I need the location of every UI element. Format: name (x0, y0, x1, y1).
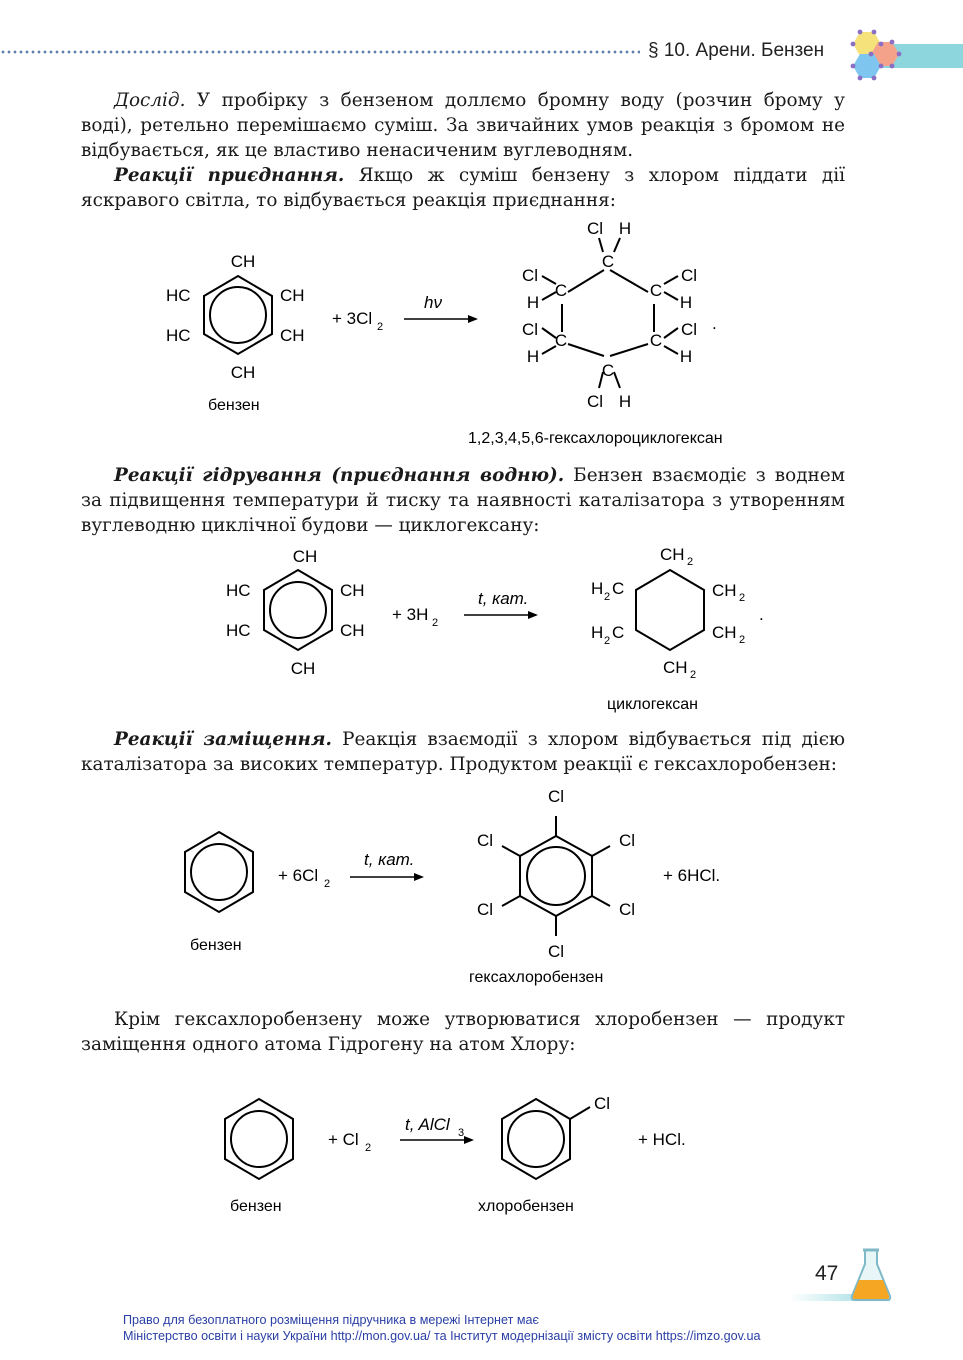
reagent-6cl2: + 6Cl (278, 866, 319, 885)
reactant-caption: бензен (208, 397, 260, 414)
benzene-label-bottom: CH (230, 363, 256, 382)
cyclohexane-right-top-sub: 2 (739, 592, 746, 604)
cyclohexane-left-bottom-c: C (612, 623, 625, 642)
cyclohexane-right-bottom-sub: 2 (739, 634, 746, 646)
paragraph-hydrogenation (81, 463, 845, 538)
hexachlorobenzene-structure (502, 816, 610, 936)
benzene4-caption: бензен (230, 1198, 282, 1215)
atom-c-right-bottom: C (649, 331, 663, 350)
condition-alcl3-subscript: 3 (458, 1127, 465, 1139)
reagent-cl2: + 3Cl (332, 309, 373, 328)
cyclohexane-left-top-c: C (612, 579, 625, 598)
substituent-cl: Cl (594, 1094, 611, 1113)
cyclohexane-left-top-h: H (591, 579, 604, 598)
benzene-label-left-bottom: HC (166, 326, 191, 345)
addition-heading: Реакції приєднання. (114, 165, 345, 186)
atom-c-top: C (601, 252, 615, 271)
byproduct-hcl: + HCl. (638, 1130, 686, 1149)
benzene-label-right-top: CH (280, 286, 305, 305)
reagent-h2-subscript: 2 (432, 617, 439, 629)
condition-alcl3: t, AlCl (405, 1115, 450, 1134)
paragraph-addition (81, 163, 845, 213)
condition-light: hν (424, 293, 442, 312)
benzene2-label-left-bottom: HC (226, 621, 251, 640)
benzene-reactant-structure-3 (185, 832, 253, 912)
condition-catalyst: t, кат. (478, 589, 529, 608)
cyclohexane-right-bottom-ch: CH (712, 623, 737, 642)
cyclohexane-structure (636, 570, 704, 650)
substituent-cl-right-top: Cl (618, 831, 636, 850)
paragraph-chlorobenzene (81, 1007, 845, 1057)
benzene-label-top: CH (230, 252, 256, 271)
benzene2-label-top: CH (292, 547, 318, 566)
benzene-reactant-structure (204, 276, 272, 354)
atom-c-bottom: C (601, 361, 615, 380)
atom-h-bottom: H (618, 392, 632, 411)
substitution-text: Реакція взаємодії з хлором відбувається під дією каталізатора за високих температур. Продуктом реакції є гексахлоробензен: (81, 729, 845, 775)
header-dotted-rule (0, 50, 640, 54)
substitution-heading: Реакції заміщення. (114, 729, 332, 750)
atom-cl-left-top: Cl (521, 266, 539, 285)
cyclohexane-top-sub: 2 (687, 556, 694, 568)
condition-catalyst-3: t, кат. (364, 850, 415, 869)
atom-cl-right-top: Cl (680, 266, 698, 285)
substituent-cl-bottom: Cl (547, 942, 565, 961)
atom-h-left-bottom: H (526, 347, 540, 366)
cyclohexane-left-bottom-sub: 2 (604, 635, 611, 647)
experiment-label: Дослід. (114, 90, 186, 111)
benzene-label-left-top: HC (166, 286, 191, 305)
cyclohexane-top-ch: CH (660, 545, 685, 564)
cyclohexane-left-top-sub: 2 (604, 591, 611, 603)
reaction-chlorine-addition (0, 210, 963, 455)
cyclohexane-caption: циклогексан (607, 696, 698, 713)
substituent-cl-left-bottom: Cl (476, 900, 494, 919)
benzene2-label-bottom: CH (290, 659, 316, 678)
reaction-chlorobenzene (0, 1085, 963, 1225)
atom-cl-top: Cl (586, 219, 604, 238)
substituent-cl-top: Cl (547, 787, 565, 806)
reagent-6cl2-subscript: 2 (324, 878, 331, 890)
addition-text: Якщо ж суміш бензену з хлором піддати дії яскравого світла, то відбувається реакція приєднання: (81, 165, 845, 211)
hydrogenation-text: Бензен взаємодіє з воднем за підвищення температури й тиску та наявності каталізатора з утворенням вуглеводню циклічної будови — циклогексану: (81, 465, 845, 536)
benzene-reactant-structure-4 (225, 1099, 293, 1179)
reaction2-end-mark: . (759, 605, 764, 624)
hexachlorobenzene-caption: гексахлоробензен (469, 969, 604, 986)
reaction-hydrogenation (0, 540, 963, 720)
paragraph-substitution (81, 727, 845, 777)
substituent-cl-right-bottom: Cl (618, 900, 636, 919)
cyclohexane-right-top-ch: CH (712, 581, 737, 600)
benzene-label-right-bottom: CH (280, 326, 305, 345)
flask-icon (848, 1246, 894, 1302)
reagent-cl2-4: + Cl (328, 1130, 359, 1149)
experiment-text: У пробірку з бензеном доллємо бромну воду (розчин брому у воді), ретельно перемішаємо суміш. За звичайних умов реакція з бромом не відбувається, як це властиво ненасиченим вуглеводням. (81, 90, 845, 161)
atom-c-right-top: C (649, 281, 663, 300)
molecule-logo-icon (838, 26, 902, 84)
byproduct-6hcl: + 6HCl. (663, 866, 721, 885)
reaction-arrow-icon (464, 611, 538, 619)
atom-h-right-bottom: H (679, 347, 693, 366)
benzene-reactant-structure-2 (264, 570, 332, 650)
footer-line-2: Міністерство освіти і науки України http://mon.gov.ua/ та Інститут модернізації змісту освіти https://imzo.gov.ua (123, 1329, 761, 1343)
atom-c-left-top: C (554, 281, 568, 300)
reaction1-end-mark: . (712, 314, 717, 333)
reaction-hexachlorobenzene (0, 780, 963, 990)
chlorobenzene-text: Крім гексахлоробензену може утворюватися хлоробензен — продукт заміщення одного атома Гідрогену на атом Хлору: (81, 1009, 845, 1055)
cyclohexane-bottom-ch: CH (663, 658, 688, 677)
benzene3-caption: бензен (190, 937, 242, 954)
benzene2-label-right-top: CH (340, 581, 365, 600)
cyclohexane-left-bottom-h: H (591, 623, 604, 642)
atom-c-left-bottom: C (554, 331, 568, 350)
atom-cl-right-bottom: Cl (680, 320, 698, 339)
cyclohexane-bottom-sub: 2 (690, 669, 697, 681)
page-number: 47 (815, 1262, 839, 1285)
product-caption: 1,2,3,4,5,6-гексахлороциклогексан (468, 430, 723, 447)
hydrogenation-heading: Реакції гідрування (приєднання водню). (114, 465, 565, 486)
reaction-arrow-icon (350, 873, 424, 881)
atom-h-top: H (618, 219, 632, 238)
running-header-title: § 10. Арени. Бензен (648, 40, 825, 61)
reagent-cl2-4-subscript: 2 (365, 1142, 372, 1154)
reagent-h2: + 3H (392, 605, 429, 624)
chlorobenzene-structure (502, 1099, 590, 1179)
reaction-arrow-icon (404, 315, 478, 323)
chlorobenzene-caption: хлоробензен (478, 1198, 574, 1215)
benzene2-label-right-bottom: CH (340, 621, 365, 640)
atom-h-right-top: H (679, 293, 693, 312)
reagent-subscript: 2 (377, 321, 384, 333)
substituent-cl-left-top: Cl (476, 831, 494, 850)
paragraph-experiment (81, 88, 845, 163)
atom-h-left-top: H (526, 293, 540, 312)
footer-line-1: Право для безоплатного розміщення підручника в мережі Інтернет має (123, 1313, 539, 1327)
atom-cl-left-bottom: Cl (521, 320, 539, 339)
benzene2-label-left-top: HC (226, 581, 251, 600)
atom-cl-bottom: Cl (586, 392, 604, 411)
